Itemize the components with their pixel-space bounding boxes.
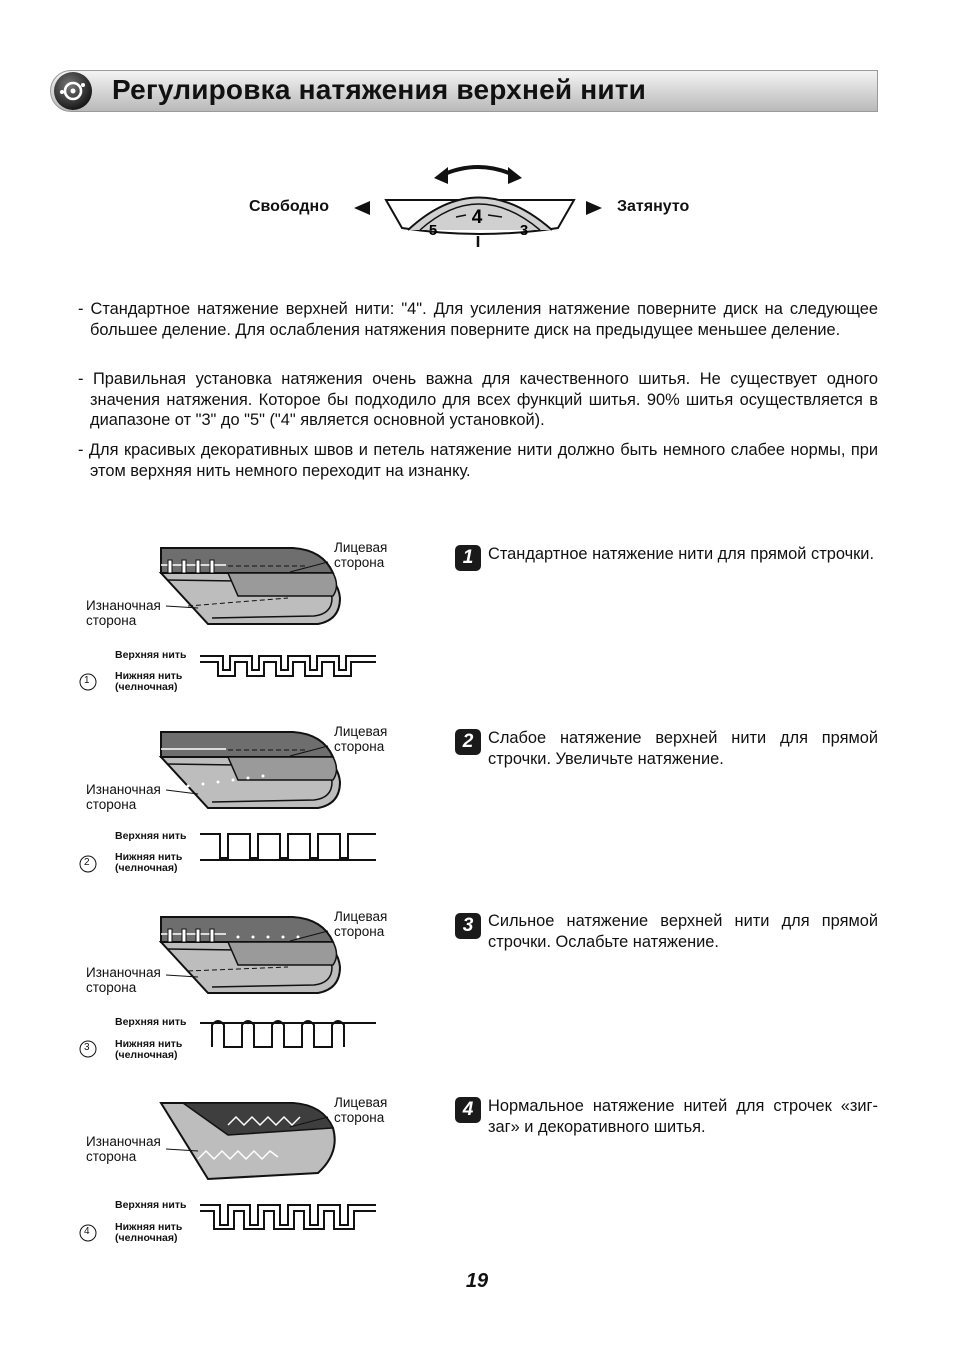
left-arrow-icon xyxy=(354,201,370,215)
item-text-1: Стандартное натяжение нити для прямой строчки. xyxy=(488,545,875,563)
item-badge-1: 1 xyxy=(455,545,481,571)
upper-thread-label: Верхняя нить xyxy=(115,1199,187,1211)
lower-thread-label: Нижняя нить (челночная) xyxy=(115,1221,183,1244)
face-side-label: Лицевая сторона xyxy=(334,909,388,939)
upper-thread-label: Верхняя нить xyxy=(115,1016,187,1028)
lower-thread-label: Нижняя нить (челночная) xyxy=(115,670,183,693)
page-number: 19 xyxy=(465,1270,489,1292)
diagram-number-3: 3 xyxy=(84,1042,90,1053)
lower-thread-label: Нижняя нить (челночная) xyxy=(115,851,183,874)
item-text-3: Сильное натяжение верхней нити для прямой строчки. Ослабьте натяжение. xyxy=(488,912,878,951)
upper-thread-label: Верхняя нить xyxy=(115,649,187,661)
diagram-4 xyxy=(78,1093,398,1263)
item-badge-4: 4 xyxy=(455,1097,481,1123)
paragraph-standard-tension: - Стандартное натяжение верхней нити: "4". Для усиления натяжение поверните диск на следующее большее деление. Для ослабления натяжения поверните диск на предыдущее меньшее деление. xyxy=(78,300,878,339)
lower-thread-label: Нижняя нить (челночная) xyxy=(115,1038,183,1061)
item-badge-2: 2 xyxy=(455,729,481,755)
paragraph-decorative: - Для красивых декоративных швов и петель натяжение нити должно быть немного слабее нормы, при этом верхняя нить немного переходит на изнанку. xyxy=(78,441,878,480)
section-bullet-icon xyxy=(52,71,94,111)
tension-dial xyxy=(240,150,720,250)
face-side-label: Лицевая сторона xyxy=(334,1095,388,1125)
back-side-label: Изнаночная сторона xyxy=(86,1134,161,1164)
diagram-number-1: 1 xyxy=(84,675,90,686)
right-arrow-icon xyxy=(586,201,602,215)
item-text-2: Слабое натяжение верхней нити для прямой строчки. Увеличьте натяжение. xyxy=(488,729,878,768)
item-text-4: Нормальное натяжение нитей для строчек «зиг- заг» и декоративного шитья. xyxy=(488,1097,878,1136)
page-title: Регулировка натяжения верхней нити xyxy=(112,74,647,105)
diagram-number-2: 2 xyxy=(84,857,90,868)
paragraph-correct-setting: - Правильная установка натяжения очень важна для качественного шитья. Не существует одного значения натяжения. Которое бы подходило для всех функций шитья. 90% шитья осуществляется в диапазоне от "3" до "5" ("4" является основной установкой). xyxy=(78,370,878,429)
diagram-1 xyxy=(78,538,398,708)
back-side-label: Изнаночная сторона xyxy=(86,598,161,628)
face-side-label: Лицевая сторона xyxy=(334,540,388,570)
dial-number-3: 3 xyxy=(519,222,529,239)
back-side-label: Изнаночная сторона xyxy=(86,782,161,812)
diagram-2 xyxy=(78,722,398,892)
back-side-label: Изнаночная сторона xyxy=(86,965,161,995)
diagram-3 xyxy=(78,907,398,1077)
diagram-number-4: 4 xyxy=(84,1226,90,1237)
item-badge-3: 3 xyxy=(455,913,481,939)
dial-number-4: 4 xyxy=(471,207,483,228)
upper-thread-label: Верхняя нить xyxy=(115,830,187,842)
rotate-arrow-icon xyxy=(440,167,516,176)
dial-tight-label: Затянуто xyxy=(617,198,690,215)
dial-loose-label: Свободно xyxy=(249,198,329,215)
dial-number-5: 5 xyxy=(428,222,438,239)
face-side-label: Лицевая сторона xyxy=(334,724,388,754)
